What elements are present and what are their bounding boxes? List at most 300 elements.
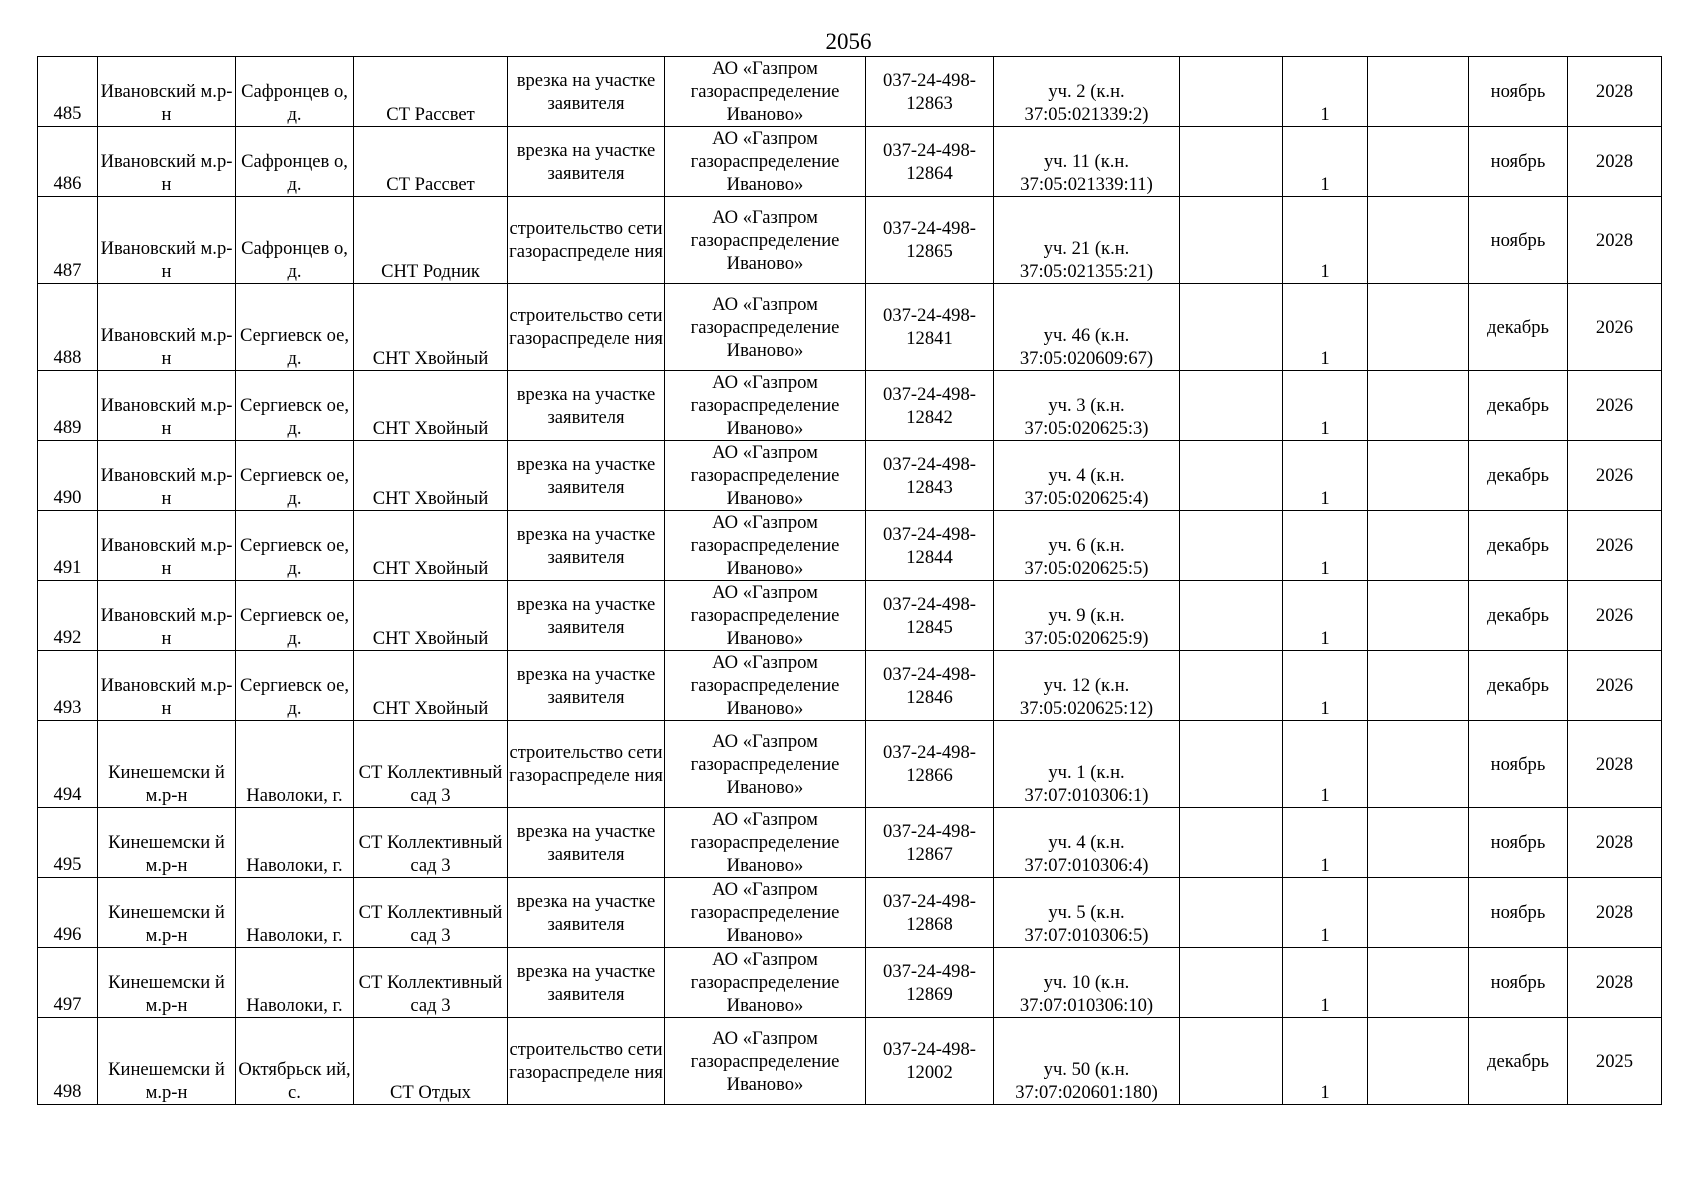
district-cell-text: Кинешемски й м.р-н bbox=[108, 972, 225, 1016]
connection-method-cell bbox=[508, 878, 665, 948]
connection-method-cell-text: врезка на участке заявителя bbox=[516, 69, 656, 114]
plot-cadastral-cell-text: уч. 5 (к.н. 37:07:010306:5) bbox=[1024, 902, 1149, 946]
month-cell bbox=[1469, 57, 1568, 127]
empty-cell bbox=[1180, 511, 1283, 581]
empty-cell bbox=[1180, 57, 1283, 127]
application-code-cell bbox=[866, 948, 994, 1018]
empty-cell bbox=[1368, 441, 1469, 511]
plot-cadastral-cell bbox=[994, 57, 1180, 127]
district-cell-text: Ивановский м.р-н bbox=[100, 535, 233, 579]
row-number-cell bbox=[38, 511, 98, 581]
year-cell-text: 2028 bbox=[1595, 151, 1634, 172]
table-row bbox=[38, 878, 1662, 948]
row-number-cell-text: 496 bbox=[53, 924, 82, 945]
plot-cadastral-cell bbox=[994, 511, 1180, 581]
application-code-cell bbox=[866, 441, 994, 511]
application-code-cell-text: 037-24-498-12867 bbox=[883, 820, 976, 865]
empty-cell bbox=[1368, 651, 1469, 721]
gas-organization-cell-text: АО «Газпром газораспределение Иваново» bbox=[690, 293, 840, 361]
locality-cell bbox=[236, 511, 354, 581]
year-cell-text: 2028 bbox=[1595, 972, 1634, 993]
gas-organization-cell bbox=[665, 197, 866, 284]
year-cell bbox=[1568, 371, 1662, 441]
month-cell bbox=[1469, 1018, 1568, 1105]
year-cell-text: 2026 bbox=[1595, 605, 1634, 626]
quantity-cell bbox=[1283, 57, 1368, 127]
district-cell-text: Ивановский м.р-н bbox=[100, 151, 233, 195]
year-cell bbox=[1568, 878, 1662, 948]
empty-cell bbox=[1180, 808, 1283, 878]
month-cell-text: декабрь bbox=[1487, 316, 1549, 338]
gas-organization-cell bbox=[665, 721, 866, 808]
partnership-cell-text: СНТ Хвойный bbox=[372, 698, 489, 719]
month-cell-text: декабрь bbox=[1487, 535, 1549, 556]
plot-cadastral-cell-text: уч. 1 (к.н. 37:07:010306:1) bbox=[1024, 762, 1149, 806]
connection-method-cell bbox=[508, 284, 665, 371]
month-cell-text: ноябрь bbox=[1490, 902, 1546, 923]
district-cell-text: Ивановский м.р-н bbox=[100, 325, 233, 369]
row-number-cell-text: 491 bbox=[53, 557, 82, 578]
row-number-cell-text: 498 bbox=[53, 1081, 82, 1102]
plot-cadastral-cell-text: уч. 21 (к.н. 37:05:021355:21) bbox=[1019, 238, 1154, 282]
partnership-cell bbox=[354, 511, 508, 581]
application-code-cell-text: 037-24-498-12845 bbox=[883, 593, 976, 638]
empty-cell bbox=[1368, 948, 1469, 1018]
district-cell-text: Ивановский м.р-н bbox=[100, 675, 233, 719]
application-code-cell bbox=[866, 57, 994, 127]
year-cell-text: 2028 bbox=[1595, 832, 1634, 853]
year-cell-text: 2028 bbox=[1595, 81, 1634, 102]
plot-cadastral-cell bbox=[994, 197, 1180, 284]
year-cell bbox=[1568, 284, 1662, 371]
row-number-cell bbox=[38, 284, 98, 371]
application-code-cell bbox=[866, 284, 994, 371]
application-code-cell-text: 037-24-498-12842 bbox=[883, 383, 976, 428]
connection-method-cell-text: врезка на участке заявителя bbox=[516, 890, 656, 935]
empty-cell bbox=[1368, 511, 1469, 581]
locality-cell bbox=[236, 948, 354, 1018]
gas-organization-cell-text: АО «Газпром газораспределение Иваново» bbox=[690, 949, 840, 1016]
connection-method-cell-text: врезка на участке заявителя bbox=[516, 453, 656, 498]
partnership-cell-text: СТ Коллективный сад 3 bbox=[358, 972, 503, 1016]
connection-method-cell-text: врезка на участке заявителя bbox=[516, 383, 656, 428]
year-cell-text: 2028 bbox=[1595, 753, 1634, 775]
plot-cadastral-cell-text: уч. 11 (к.н. 37:05:021339:11) bbox=[1020, 151, 1153, 195]
table-row bbox=[38, 57, 1662, 127]
application-code-cell bbox=[866, 808, 994, 878]
partnership-cell-text: СНТ Хвойный bbox=[372, 418, 489, 439]
district-cell bbox=[98, 197, 236, 284]
plot-cadastral-cell-text: уч. 4 (к.н. 37:07:010306:4) bbox=[1024, 832, 1149, 876]
gas-organization-cell-text: АО «Газпром газораспределение Иваново» bbox=[690, 879, 840, 946]
gas-organization-cell-text: АО «Газпром газораспределение Иваново» bbox=[690, 372, 840, 439]
plot-cadastral-cell bbox=[994, 127, 1180, 197]
plot-cadastral-cell-text: уч. 9 (к.н. 37:05:020625:9) bbox=[1024, 605, 1149, 649]
table-row bbox=[38, 721, 1662, 808]
quantity-cell bbox=[1283, 948, 1368, 1018]
gas-organization-cell bbox=[665, 57, 866, 127]
locality-cell bbox=[236, 57, 354, 127]
month-cell bbox=[1469, 127, 1568, 197]
month-cell-text: ноябрь bbox=[1490, 972, 1546, 993]
locality-cell-text: Сергиевск ое, д. bbox=[239, 325, 350, 369]
year-cell bbox=[1568, 948, 1662, 1018]
locality-cell-text: Наволоки, г. bbox=[246, 855, 343, 876]
row-number-cell bbox=[38, 651, 98, 721]
application-code-cell-text: 037-24-498-12866 bbox=[883, 742, 976, 786]
plot-cadastral-cell-text: уч. 12 (к.н. 37:05:020625:12) bbox=[1019, 675, 1154, 719]
quantity-cell bbox=[1283, 284, 1368, 371]
connection-method-cell-text: врезка на участке заявителя bbox=[516, 139, 656, 184]
gas-organization-cell bbox=[665, 651, 866, 721]
month-cell bbox=[1469, 651, 1568, 721]
quantity-cell-text: 1 bbox=[1320, 785, 1330, 806]
quantity-cell bbox=[1283, 441, 1368, 511]
year-cell bbox=[1568, 511, 1662, 581]
month-cell-text: декабрь bbox=[1487, 675, 1549, 696]
locality-cell bbox=[236, 1018, 354, 1105]
connection-method-cell bbox=[508, 511, 665, 581]
row-number-cell bbox=[38, 581, 98, 651]
gas-organization-cell bbox=[665, 441, 866, 511]
year-cell-text: 2026 bbox=[1595, 675, 1634, 696]
application-code-cell bbox=[866, 127, 994, 197]
row-number-cell-text: 493 bbox=[53, 697, 82, 718]
district-cell-text: Кинешемски й м.р-н bbox=[108, 1059, 225, 1103]
year-cell bbox=[1568, 197, 1662, 284]
partnership-cell bbox=[354, 721, 508, 808]
gas-organization-cell-text: АО «Газпром газораспределение Иваново» bbox=[690, 58, 840, 125]
registry-body bbox=[38, 57, 1662, 1105]
empty-cell bbox=[1368, 581, 1469, 651]
application-code-cell bbox=[866, 197, 994, 284]
district-cell-text: Ивановский м.р-н bbox=[100, 395, 233, 439]
connection-method-cell-text: врезка на участке заявителя bbox=[516, 593, 656, 638]
gas-organization-cell bbox=[665, 1018, 866, 1105]
month-cell bbox=[1469, 441, 1568, 511]
partnership-cell-text: СНТ Хвойный bbox=[372, 348, 489, 369]
month-cell bbox=[1469, 808, 1568, 878]
partnership-cell bbox=[354, 57, 508, 127]
locality-cell bbox=[236, 808, 354, 878]
plot-cadastral-cell bbox=[994, 284, 1180, 371]
quantity-cell bbox=[1283, 197, 1368, 284]
partnership-cell bbox=[354, 284, 508, 371]
year-cell-text: 2026 bbox=[1595, 316, 1634, 338]
locality-cell-text: Сергиевск ое, д. bbox=[239, 535, 350, 579]
empty-cell bbox=[1180, 127, 1283, 197]
locality-cell-text: Сергиевск ое, д. bbox=[239, 675, 350, 719]
district-cell bbox=[98, 57, 236, 127]
row-number-cell bbox=[38, 1018, 98, 1105]
application-code-cell-text: 037-24-498-12843 bbox=[883, 453, 976, 498]
year-cell-text: 2026 bbox=[1595, 535, 1634, 556]
quantity-cell bbox=[1283, 581, 1368, 651]
gas-organization-cell-text: АО «Газпром газораспределение Иваново» bbox=[690, 582, 840, 649]
gas-organization-cell bbox=[665, 127, 866, 197]
plot-cadastral-cell bbox=[994, 581, 1180, 651]
district-cell bbox=[98, 721, 236, 808]
connection-method-cell bbox=[508, 371, 665, 441]
locality-cell bbox=[236, 197, 354, 284]
plot-cadastral-cell bbox=[994, 441, 1180, 511]
partnership-cell bbox=[354, 197, 508, 284]
application-code-cell bbox=[866, 371, 994, 441]
month-cell bbox=[1469, 284, 1568, 371]
quantity-cell-text: 1 bbox=[1320, 628, 1330, 649]
month-cell-text: ноябрь bbox=[1490, 832, 1546, 853]
plot-cadastral-cell bbox=[994, 721, 1180, 808]
partnership-cell-text: СНТ Родник bbox=[381, 261, 480, 282]
quantity-cell bbox=[1283, 511, 1368, 581]
plot-cadastral-cell-text: уч. 6 (к.н. 37:05:020625:5) bbox=[1024, 535, 1149, 579]
plot-cadastral-cell-text: уч. 3 (к.н. 37:05:020625:3) bbox=[1024, 395, 1149, 439]
empty-cell bbox=[1180, 441, 1283, 511]
locality-cell-text: Сафронцев о, д. bbox=[241, 81, 348, 125]
table-row bbox=[38, 371, 1662, 441]
month-cell bbox=[1469, 371, 1568, 441]
connection-method-cell bbox=[508, 1018, 665, 1105]
partnership-cell bbox=[354, 808, 508, 878]
row-number-cell-text: 486 bbox=[53, 173, 82, 194]
partnership-cell-text: СТ Отдых bbox=[390, 1082, 471, 1103]
month-cell bbox=[1469, 581, 1568, 651]
gas-organization-cell-text: АО «Газпром газораспределение Иваново» bbox=[690, 730, 840, 798]
locality-cell bbox=[236, 878, 354, 948]
empty-cell bbox=[1368, 197, 1469, 284]
locality-cell-text: Сафронцев о, д. bbox=[241, 151, 348, 195]
empty-cell bbox=[1180, 878, 1283, 948]
locality-cell-text: Наволоки, г. bbox=[246, 995, 343, 1016]
year-cell bbox=[1568, 581, 1662, 651]
partnership-cell-text: СНТ Хвойный bbox=[372, 488, 489, 509]
application-code-cell bbox=[866, 721, 994, 808]
table-row bbox=[38, 1018, 1662, 1105]
district-cell bbox=[98, 878, 236, 948]
gas-organization-cell-text: АО «Газпром газораспределение Иваново» bbox=[690, 442, 840, 509]
table-row bbox=[38, 808, 1662, 878]
district-cell-text: Кинешемски й м.р-н bbox=[108, 762, 225, 806]
row-number-cell bbox=[38, 57, 98, 127]
row-number-cell-text: 488 bbox=[53, 347, 82, 368]
partnership-cell bbox=[354, 127, 508, 197]
application-code-cell-text: 037-24-498-12868 bbox=[883, 890, 976, 935]
district-cell-text: Кинешемски й м.р-н bbox=[108, 832, 225, 876]
month-cell bbox=[1469, 948, 1568, 1018]
application-code-cell bbox=[866, 1018, 994, 1105]
quantity-cell-text: 1 bbox=[1320, 348, 1330, 369]
application-code-cell bbox=[866, 878, 994, 948]
gas-organization-cell bbox=[665, 581, 866, 651]
district-cell-text: Ивановский м.р-н bbox=[100, 238, 233, 282]
gas-organization-cell bbox=[665, 284, 866, 371]
partnership-cell bbox=[354, 948, 508, 1018]
quantity-cell bbox=[1283, 371, 1368, 441]
application-code-cell bbox=[866, 651, 994, 721]
quantity-cell bbox=[1283, 127, 1368, 197]
application-code-cell-text: 037-24-498-12844 bbox=[883, 523, 976, 568]
page-number: 2056 bbox=[825, 29, 872, 54]
district-cell bbox=[98, 284, 236, 371]
empty-cell bbox=[1180, 1018, 1283, 1105]
quantity-cell-text: 1 bbox=[1320, 558, 1330, 579]
row-number-cell bbox=[38, 371, 98, 441]
plot-cadastral-cell bbox=[994, 1018, 1180, 1105]
application-code-cell-text: 037-24-498-12002 bbox=[883, 1039, 976, 1083]
row-number-cell bbox=[38, 127, 98, 197]
plot-cadastral-cell-text: уч. 4 (к.н. 37:05:020625:4) bbox=[1024, 465, 1149, 509]
quantity-cell-text: 1 bbox=[1320, 995, 1330, 1016]
row-number-cell-text: 485 bbox=[53, 103, 82, 124]
empty-cell bbox=[1180, 284, 1283, 371]
gas-organization-cell-text: АО «Газпром газораспределение Иваново» bbox=[690, 128, 840, 195]
quantity-cell-text: 1 bbox=[1320, 418, 1330, 439]
gas-organization-cell-text: АО «Газпром газораспределение Иваново» bbox=[690, 809, 840, 876]
row-number-cell-text: 492 bbox=[53, 627, 82, 648]
application-code-cell-text: 037-24-498-12864 bbox=[883, 139, 976, 184]
plot-cadastral-cell bbox=[994, 878, 1180, 948]
gas-organization-cell-text: АО «Газпром газораспределение Иваново» bbox=[690, 512, 840, 579]
locality-cell-text: Сергиевск ое, д. bbox=[239, 465, 350, 509]
row-number-cell bbox=[38, 197, 98, 284]
quantity-cell-text: 1 bbox=[1320, 104, 1330, 125]
quantity-cell-text: 1 bbox=[1320, 698, 1330, 719]
year-cell bbox=[1568, 721, 1662, 808]
table-row bbox=[38, 197, 1662, 284]
district-cell-text: Ивановский м.р-н bbox=[100, 81, 233, 125]
year-cell-text: 2025 bbox=[1595, 1050, 1634, 1072]
table-row bbox=[38, 511, 1662, 581]
partnership-cell-text: СНТ Хвойный bbox=[372, 558, 489, 579]
row-number-cell bbox=[38, 441, 98, 511]
year-cell bbox=[1568, 57, 1662, 127]
row-number-cell-text: 487 bbox=[53, 260, 82, 281]
locality-cell-text: Наволоки, г. bbox=[246, 925, 343, 946]
empty-cell bbox=[1368, 1018, 1469, 1105]
partnership-cell-text: СТ Рассвет bbox=[386, 174, 475, 195]
empty-cell bbox=[1180, 721, 1283, 808]
empty-cell bbox=[1368, 57, 1469, 127]
application-code-cell-text: 037-24-498-12863 bbox=[883, 69, 976, 114]
month-cell bbox=[1469, 197, 1568, 284]
application-code-cell bbox=[866, 511, 994, 581]
connection-method-cell bbox=[508, 197, 665, 284]
gasification-registry-table bbox=[37, 56, 1662, 1105]
locality-cell bbox=[236, 651, 354, 721]
month-cell-text: ноябрь bbox=[1490, 229, 1546, 251]
table-row bbox=[38, 441, 1662, 511]
year-cell-text: 2026 bbox=[1595, 465, 1634, 486]
connection-method-cell-text: врезка на участке заявителя bbox=[516, 820, 656, 865]
quantity-cell bbox=[1283, 651, 1368, 721]
gas-organization-cell-text: АО «Газпром газораспределение Иваново» bbox=[690, 1027, 840, 1095]
gas-organization-cell bbox=[665, 948, 866, 1018]
connection-method-cell bbox=[508, 808, 665, 878]
locality-cell bbox=[236, 127, 354, 197]
locality-cell-text: Сергиевск ое, д. bbox=[239, 605, 350, 649]
table-row bbox=[38, 948, 1662, 1018]
empty-cell bbox=[1180, 197, 1283, 284]
partnership-cell bbox=[354, 1018, 508, 1105]
empty-cell bbox=[1180, 371, 1283, 441]
row-number-cell-text: 497 bbox=[53, 994, 82, 1015]
quantity-cell bbox=[1283, 808, 1368, 878]
partnership-cell bbox=[354, 651, 508, 721]
district-cell bbox=[98, 127, 236, 197]
connection-method-cell bbox=[508, 57, 665, 127]
district-cell bbox=[98, 441, 236, 511]
district-cell-text: Ивановский м.р-н bbox=[100, 465, 233, 509]
locality-cell bbox=[236, 581, 354, 651]
month-cell-text: декабрь bbox=[1487, 395, 1549, 416]
locality-cell-text: Сафронцев о, д. bbox=[241, 238, 348, 282]
plot-cadastral-cell-text: уч. 46 (к.н. 37:05:020609:67) bbox=[1019, 325, 1154, 369]
quantity-cell bbox=[1283, 878, 1368, 948]
row-number-cell-text: 489 bbox=[53, 417, 82, 438]
partnership-cell-text: СТ Коллективный сад 3 bbox=[358, 902, 503, 946]
row-number-cell-text: 494 bbox=[53, 784, 82, 805]
month-cell-text: декабрь bbox=[1487, 605, 1549, 626]
gas-organization-cell-text: АО «Газпром газораспределение Иваново» bbox=[690, 206, 840, 274]
plot-cadastral-cell-text: уч. 50 (к.н. 37:07:020601:180) bbox=[1015, 1059, 1158, 1103]
partnership-cell-text: СТ Коллективный сад 3 bbox=[358, 832, 503, 876]
district-cell bbox=[98, 808, 236, 878]
locality-cell bbox=[236, 441, 354, 511]
year-cell-text: 2026 bbox=[1595, 395, 1634, 416]
year-cell-text: 2028 bbox=[1595, 902, 1634, 923]
month-cell-text: ноябрь bbox=[1490, 81, 1546, 102]
application-code-cell bbox=[866, 581, 994, 651]
connection-method-cell bbox=[508, 651, 665, 721]
table-row bbox=[38, 284, 1662, 371]
locality-cell-text: Наволоки, г. bbox=[246, 785, 343, 806]
partnership-cell bbox=[354, 581, 508, 651]
plot-cadastral-cell-text: уч. 10 (к.н. 37:07:010306:10) bbox=[1019, 972, 1154, 1016]
year-cell bbox=[1568, 441, 1662, 511]
year-cell bbox=[1568, 808, 1662, 878]
row-number-cell bbox=[38, 948, 98, 1018]
district-cell bbox=[98, 581, 236, 651]
empty-cell bbox=[1368, 127, 1469, 197]
empty-cell bbox=[1180, 948, 1283, 1018]
district-cell-text: Ивановский м.р-н bbox=[100, 605, 233, 649]
year-cell bbox=[1568, 1018, 1662, 1105]
connection-method-cell bbox=[508, 441, 665, 511]
application-code-cell-text: 037-24-498-12869 bbox=[883, 960, 976, 1005]
year-cell-text: 2028 bbox=[1595, 229, 1634, 251]
connection-method-cell-text: строительство сети газораспределе ния bbox=[509, 1039, 663, 1083]
connection-method-cell bbox=[508, 721, 665, 808]
month-cell-text: ноябрь bbox=[1490, 151, 1546, 172]
quantity-cell bbox=[1283, 721, 1368, 808]
partnership-cell-text: СТ Коллективный сад 3 bbox=[358, 762, 503, 806]
district-cell-text: Кинешемски й м.р-н bbox=[108, 902, 225, 946]
quantity-cell bbox=[1283, 1018, 1368, 1105]
connection-method-cell bbox=[508, 127, 665, 197]
empty-cell bbox=[1368, 721, 1469, 808]
month-cell bbox=[1469, 511, 1568, 581]
empty-cell bbox=[1180, 581, 1283, 651]
month-cell-text: ноябрь bbox=[1490, 753, 1546, 775]
connection-method-cell bbox=[508, 581, 665, 651]
gas-organization-cell bbox=[665, 878, 866, 948]
row-number-cell bbox=[38, 808, 98, 878]
empty-cell bbox=[1368, 808, 1469, 878]
locality-cell-text: Сергиевск ое, д. bbox=[239, 395, 350, 439]
application-code-cell-text: 037-24-498-12841 bbox=[883, 305, 976, 349]
locality-cell bbox=[236, 721, 354, 808]
partnership-cell bbox=[354, 441, 508, 511]
